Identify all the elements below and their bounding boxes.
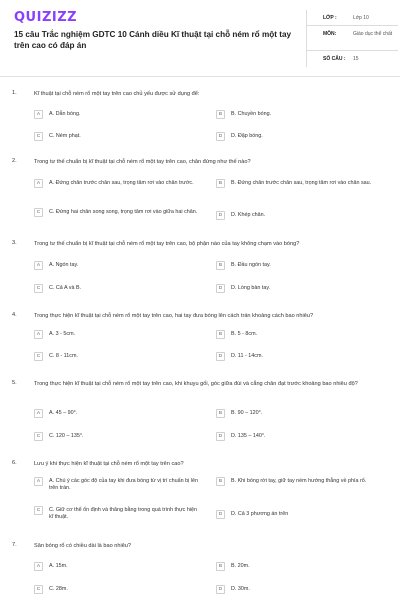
question-2 xyxy=(12,158,388,228)
option-text: A. 3 - 5cm. xyxy=(49,331,76,337)
option-letter-box: A xyxy=(34,330,43,339)
question-number: 4. xyxy=(12,312,17,318)
question-number: 2. xyxy=(12,158,17,164)
option-letter-box: B xyxy=(216,261,225,270)
meta-row-mon xyxy=(307,26,398,51)
option-text: D. Đập bóng. xyxy=(231,133,263,139)
question-6 xyxy=(12,460,388,532)
option-letter-box: A xyxy=(34,110,43,119)
option-letter-box: D xyxy=(216,284,225,293)
option-text: C. 28m. xyxy=(49,586,68,592)
meta-mon-value: Giáo dục thể chất xyxy=(353,31,393,37)
question-3 xyxy=(12,240,388,300)
meta-socau-value: 15 xyxy=(353,56,359,62)
option-text: B. 5 - 8cm. xyxy=(231,331,258,337)
option-text: A. Ngón tay. xyxy=(49,262,79,268)
page-title: 15 câu Trắc nghiệm GDTC 10 Cánh diều Kĩ thuật tại chỗ ném rổ một tay trên cao có đáp án xyxy=(14,30,292,50)
option-letter-box: D xyxy=(216,432,225,441)
option-letter-box: B xyxy=(216,110,225,119)
question-1 xyxy=(12,90,388,150)
option-letter-box: B xyxy=(216,409,225,418)
option-text: D. 30m. xyxy=(231,586,250,592)
question-number: 7. xyxy=(12,542,17,548)
option-text: B. 20m. xyxy=(231,563,250,569)
option-text: B. Đứng chân trước chân sau, trọng tâm rơi vào chân sau. xyxy=(231,180,372,186)
meta-row-socau xyxy=(307,51,398,67)
option-text: D. Cả 3 phương án trên xyxy=(231,511,289,517)
option-text: C. Cả A và B. xyxy=(49,285,82,291)
question-number: 6. xyxy=(12,460,17,466)
question-text: Trong thực hiện kĩ thuật tại chỗ ném rổ một tay trên cao, hai tay đưa bóng lên cách trán khoảng cách bao nhiêu? xyxy=(34,313,314,319)
meta-mon-label: MÔN: xyxy=(323,31,337,37)
worksheet-header xyxy=(12,10,393,72)
option-letter-box: A xyxy=(34,409,43,418)
option-letter-box: D xyxy=(216,132,225,141)
option-letter-box: C xyxy=(34,132,43,141)
option-letter-box: C xyxy=(34,284,43,293)
option-letter-box: A xyxy=(34,179,43,188)
option-text: C. 120 – 135°. xyxy=(49,433,84,439)
option-text: A. Đứng chân trước chân sau, trọng tâm rơi vào chân trước. xyxy=(49,180,194,186)
option-text: C. Giữ cơ thể ổn định và thăng bằng trong quá trình thực hiện kĩ thuật. xyxy=(49,507,198,520)
option-letter-box: D xyxy=(216,510,225,519)
option-letter-box: B xyxy=(216,330,225,339)
question-text: Lưu ý khi thực hiện kĩ thuật tại chỗ ném rổ một tay trên cao? xyxy=(34,461,184,467)
question-text: Sân bóng rổ có chiều dài là bao nhiêu? xyxy=(34,543,132,549)
option-letter-box: D xyxy=(216,352,225,361)
option-text: B. Khi bóng rời tay, giữ tay ném hướng thẳng về phía rổ. xyxy=(231,478,367,484)
option-text: B. Chuyền bóng. xyxy=(231,111,272,117)
option-text: C. Ném phạt. xyxy=(49,133,81,139)
option-text: A. Chú ý các góc độ của tay khi đưa bóng từ vị trí chuẩn bị lên trên trán. xyxy=(49,478,198,491)
option-letter-box: D xyxy=(216,211,225,220)
question-text: Trong tư thế chuẩn bị kĩ thuật tại chỗ ném rổ một tay trên cao, chân đứng như thế nào? xyxy=(34,159,251,165)
header-divider xyxy=(0,76,400,77)
option-letter-box: C xyxy=(34,432,43,441)
question-text: Trong tư thế chuẩn bị kĩ thuật tại chỗ ném rổ một tay trên cao, bộ phận nào của tay không chạm vào bóng? xyxy=(34,241,300,247)
option-letter-box: B xyxy=(216,179,225,188)
option-letter-box: D xyxy=(216,585,225,594)
meta-lop-label: LỚP : xyxy=(323,15,337,21)
option-letter-box: B xyxy=(216,562,225,571)
option-letter-box: A xyxy=(34,261,43,270)
option-text: B. Đầu ngón tay. xyxy=(231,262,271,268)
option-text: D. Lòng bàn tay. xyxy=(231,285,271,291)
option-text: D. 135 – 140°. xyxy=(231,433,266,439)
option-text: C. Đứng hai chân song song, trọng tâm rơi vào giữa hai chân. xyxy=(49,209,198,215)
question-number: 5. xyxy=(12,380,17,386)
meta-box xyxy=(306,10,398,67)
option-text: A. 15m. xyxy=(49,563,68,569)
option-text: A. 45 – 90°. xyxy=(49,410,78,416)
option-letter-box: C xyxy=(34,208,43,217)
meta-socau-label: SỐ CÂU : xyxy=(323,56,346,62)
question-number: 1. xyxy=(12,90,17,96)
option-letter-box: B xyxy=(216,477,225,486)
option-text: B. 90 – 120°. xyxy=(231,410,263,416)
meta-row-lop xyxy=(307,10,398,26)
option-letter-box: C xyxy=(34,506,43,515)
option-text: C. 8 - 11cm. xyxy=(49,353,78,359)
option-text: A. Dẫn bóng. xyxy=(49,111,81,117)
question-7 xyxy=(12,542,388,598)
option-text: D. 11 - 14cm. xyxy=(231,353,263,359)
option-letter-box: C xyxy=(34,585,43,594)
option-letter-box: A xyxy=(34,562,43,571)
quizizz-logo: QUIZIZZ xyxy=(14,10,78,25)
meta-lop-value: Lớp 10 xyxy=(353,15,369,21)
question-5 xyxy=(12,380,388,450)
question-text: Trong thực hiện kĩ thuật tại chỗ ném rổ một tay trên cao, khi khuỵu gối, góc giữa đùi và cẳng chân đạt trước khoảng bao nhiêu độ? xyxy=(34,381,358,387)
option-letter-box: A xyxy=(34,477,43,486)
option-text: D. Khép chân. xyxy=(231,212,266,218)
question-text: Kĩ thuật tại chỗ ném rổ một tay trên cao chủ yếu được sử dụng để: xyxy=(34,91,200,97)
question-4 xyxy=(12,312,388,372)
option-letter-box: C xyxy=(34,352,43,361)
question-number: 3. xyxy=(12,240,17,246)
